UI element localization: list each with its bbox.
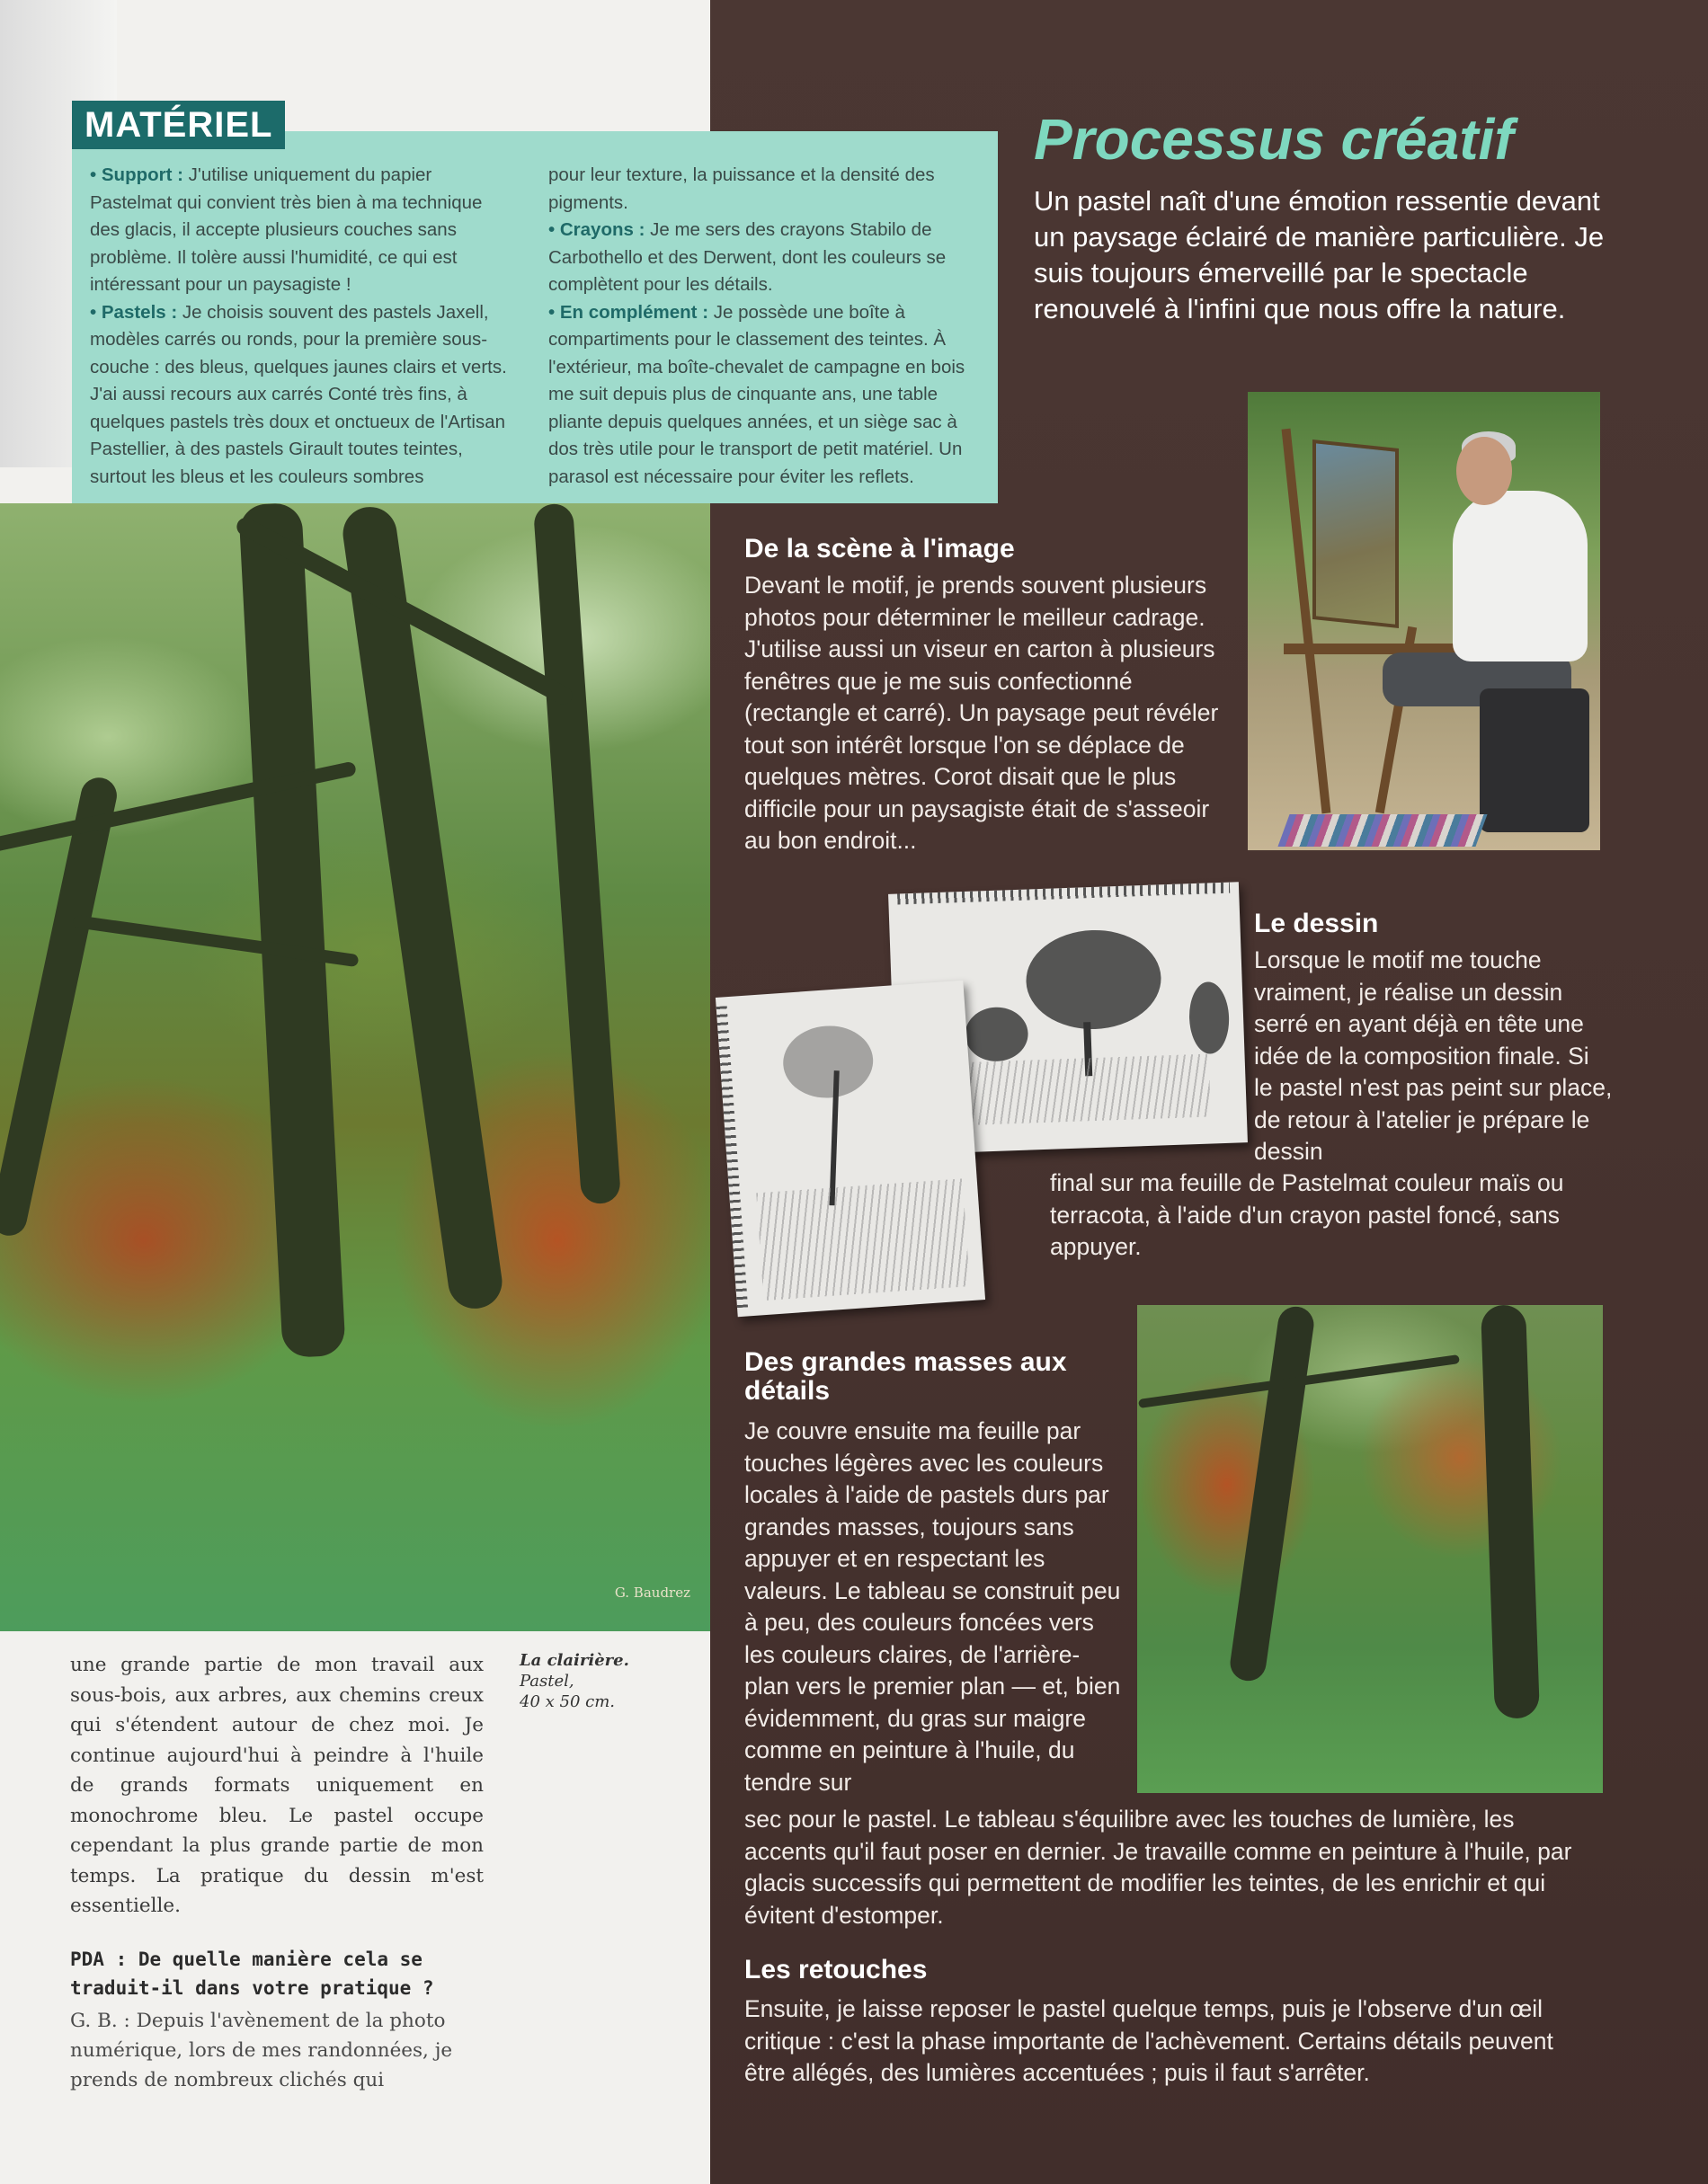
materiel-label: • Pastels : <box>90 301 178 323</box>
body-retouches: Ensuite, je laisse reposer le pastel quelque temps, puis je l'observe d'un œil critique : c'est la phase importante de l'achèvement. Certains détails peuvent être allégés, des lumières accentuées ; puis il faut s'arrêter. <box>744 1995 1553 2086</box>
materiel-crayons <box>548 217 971 299</box>
caption-medium: Pastel, <box>520 1672 574 1691</box>
materiel-support <box>90 162 512 299</box>
heading-scene: De la scène à l'image <box>744 534 1015 564</box>
painting-trunk <box>533 503 621 1205</box>
materiel-text: J'utilise uniquement du papier Pastelmat qui convient très bien à ma technique des glacis, il accepte plusieurs couches sans problème. Il tolère aussi l'humidité, ce qui est intéressant pour un paysagiste ! <box>90 164 483 295</box>
materiel-pastels <box>90 299 512 492</box>
materiel-text: pour leur texture, la puissance et la densité des pigments. <box>548 164 935 213</box>
interview-question: PDA : De quelle manière cela se traduit-il dans votre pratique ? <box>70 1949 434 1999</box>
painting-la-clairiere <box>0 503 710 1631</box>
photo-painter-at-easel <box>1248 392 1600 850</box>
caption-size: 40 x 50 cm. <box>520 1692 615 1711</box>
materiel-tag: MATÉRIEL <box>72 101 285 149</box>
body-dessin-top: Lorsque le motif me touche vraiment, je réalise un dessin serré en ayant déjà en tête une idée de la composition finale. Si le pastel n'est pas peint sur place, de retour à l'atelier je prépare le dessin <box>1254 946 1613 1165</box>
sketchbook-tree <box>716 981 985 1317</box>
painting-signature: G. Baudrez <box>614 1585 690 1601</box>
heading-retouches: Les retouches <box>744 1955 928 1984</box>
heading-dessin: Le dessin <box>1254 909 1379 938</box>
body-masses-top: Je couvre ensuite ma feuille par touches légères avec les couleurs locales à l'aide de pastels durs par grandes masses, toujours sans appuyer et en respectant les valeurs. Le tableau se construit peu à peu, des couleurs foncées vers les couleurs claires, de l'arrière-plan vers le premier plan — et, bien évidemment, du gras sur maigre comme en peinture à l'huile, du tendre sur <box>744 1417 1121 1796</box>
painting-trunk <box>238 503 346 1358</box>
materiel-label: • Crayons : <box>548 219 645 240</box>
painting-caption <box>520 1650 681 1712</box>
heading-masses: Des grandes masses aux détails <box>744 1347 1067 1406</box>
materiel-label: • Support : <box>90 164 183 185</box>
wip-trunk <box>1228 1305 1316 1683</box>
body-masses-bottom: sec pour le pastel. Le tableau s'équilibre avec les touches de lumière, les accents qu'il faut poser en dernier. Je travaille comme en peinture à l'huile, par glacis successifs qui permettent de modifier les teintes, de les enrichir et qui évitent d'estomper. <box>744 1806 1572 1929</box>
section-title: Processus créatif <box>1034 107 1514 172</box>
materiel-text: Je possède une boîte à compartiments pour le classement des teintes. À l'extérieur, ma boîte-chevalet de campagne en bois me suit depuis plus de cinquante ans, une table pliante depuis quelques années, et un siège sac à dos très utile pour le transport de petit matériel. Un parasol est nécessaire pour éviter les reflets. <box>548 301 965 487</box>
materiel-complement <box>548 299 971 492</box>
intro-paragraph: Un pastel naît d'une émotion ressentie devant un paysage éclairé de manière particulière. Je suis toujours émerveillé par le spectacle renouvelé à l'infini que nous offre la nature. <box>1034 185 1605 324</box>
materiel-text: Je me sers des crayons Stabilo de Carbothello et des Derwent, dont les couleurs se complètent pour les détails. <box>548 219 947 295</box>
materiel-col-2 <box>548 162 971 485</box>
pastel-in-progress <box>1137 1305 1603 1793</box>
materiel-label: • En complément : <box>548 301 709 323</box>
materiel-col-1 <box>90 162 512 485</box>
wip-trunk <box>1481 1305 1540 1719</box>
body-scene: Devant le motif, je prends souvent plusieurs photos pour déterminer le meilleur cadrage. J'utilise aussi un viseur en carton à plusieurs fenêtres que je me suis confectionné (rectangle et carré). Un paysage peut révéler tout son intérêt lorsque l'on se déplace de quelques mètres. Corot disait que le plus difficile pour un paysagiste était de s'asseoir au bon endroit... <box>744 572 1219 854</box>
materiel-text: Je choisis souvent des pastels Jaxell, modèles carrés ou ronds, pour la première sous-couche : des bleus, quelques jaunes clairs et verts. J'ai aussi recours aux carrés Conté très fins, à quelques pastels très doux et onctueux de l'Artisan Pastellier, à des pastels Girault toutes teintes, surtout les bleus et les couleurs sombres <box>90 301 507 487</box>
caption-title: La clairière. <box>520 1651 629 1670</box>
left-column-text: une grande partie de mon travail aux sous-bois, aux arbres, aux chemins creux qui s'étendent autour de chez moi. Je continue aujourd'hui à peindre à l'huile de grands formats uniquement en monochrome bleu. Le pastel occupe cependant la plus grande partie de mon temps. La pratique du dessin m'est essentielle. <box>70 1654 484 1917</box>
materiel-box <box>72 131 998 503</box>
interview-answer: G. B. : Depuis l'avènement de la photo numérique, lors de mes randonnées, je prends de nombreux clichés qui <box>70 2010 453 2091</box>
body-dessin-bottom: final sur ma feuille de Pastelmat couleur maïs ou terracota, à l'aide d'un crayon pastel foncé, sans appuyer. <box>1050 1169 1564 1260</box>
materiel-pastels-cont <box>548 162 971 217</box>
